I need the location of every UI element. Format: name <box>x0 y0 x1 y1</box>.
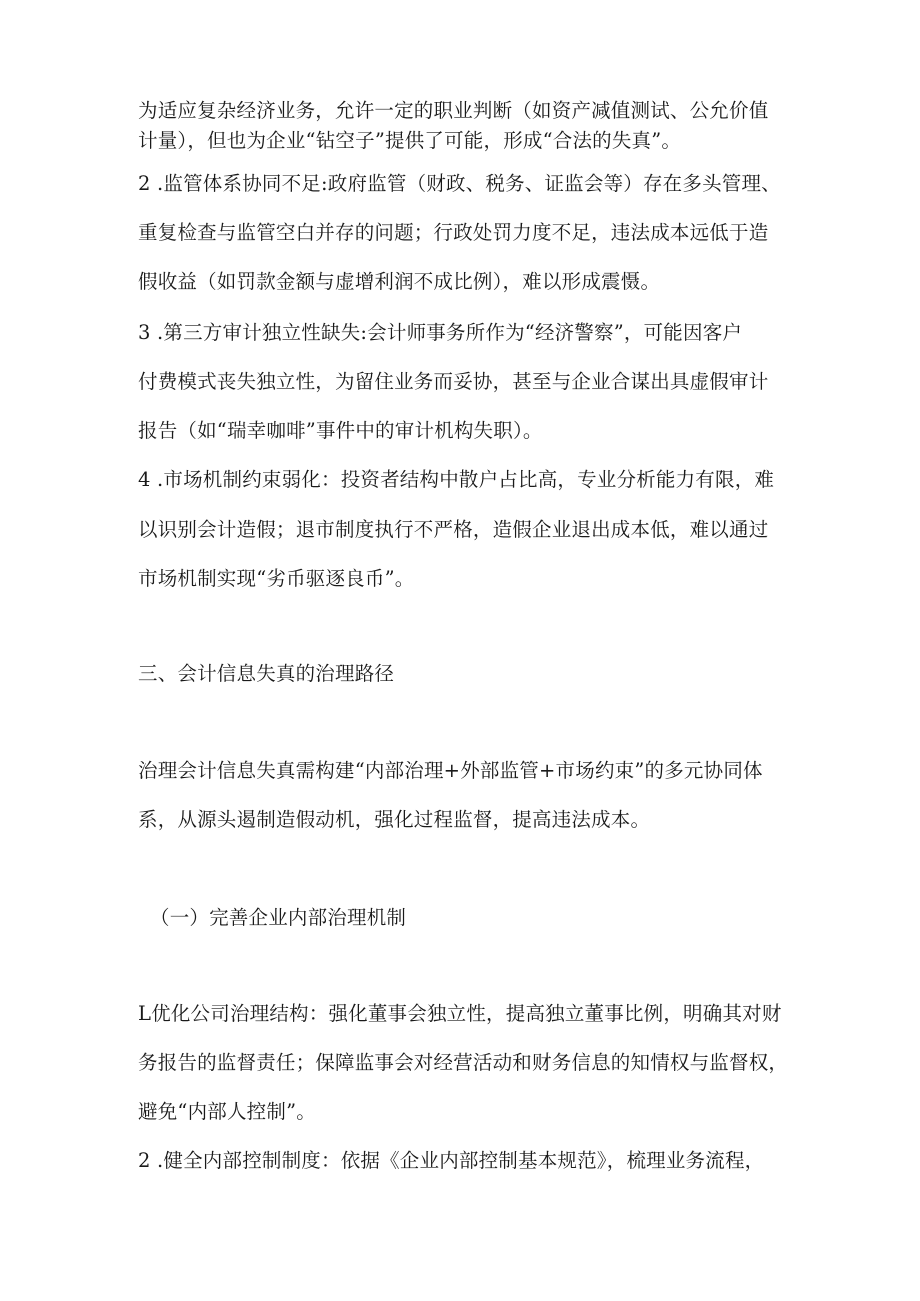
text-line: 为适应复杂经济业务，允许一定的职业判断（如资产减值测试、公允价值 <box>138 99 769 122</box>
text-line: 假收益（如罚款金额与虚增利润不成比例），难以形成震慑。 <box>138 270 661 293</box>
text-line: 2 .监管体系协同不足:政府监管（财政、税务、证监会等）存在多头管理、 <box>138 172 781 195</box>
section-heading: 三、会计信息失真的治理路径 <box>138 662 395 685</box>
subsection-heading: （一）完善企业内部治理机制 <box>150 906 407 929</box>
text-line: 务报告的监督责任；保障监事会对经营活动和财务信息的知情权与监督权， <box>138 1051 789 1074</box>
text-line: 市场机制实现“劣币驱逐良币”。 <box>138 567 415 590</box>
text-line: 重复检查与监管空白并存的问题；行政处罚力度不足，违法成本远低于造 <box>138 221 769 244</box>
text-line: 治理会计信息失真需构建“内部治理+外部监管+市场约束”的多元协同体 <box>138 759 763 782</box>
text-line: 2 .健全内部控制制度：依据《企业内部控制基本规范》，梳理业务流程， <box>138 1149 765 1172</box>
text-line: 以识别会计造假；退市制度执行不严格，造假企业退出成本低，难以通过 <box>138 518 769 541</box>
text-line: L优化公司治理结构：强化董事会独立性，提高独立董事比例，明确其对财 <box>138 1002 782 1025</box>
text-line: 4 .市场机制约束弱化：投资者结构中散户占比高，专业分析能力有限，难 <box>138 468 775 491</box>
text-line: 付费模式丧失独立性，为留住业务而妥协，甚至与企业合谋出具虚假审计 <box>138 370 769 393</box>
text-line: 计量），但也为企业“钻空子”提供了可能，形成“合法的失真”。 <box>138 129 682 152</box>
text-line: 避免“内部人控制”。 <box>138 1100 316 1123</box>
text-line: 系，从源头遏制造假动机，强化过程监督，提高违法成本。 <box>138 808 651 831</box>
text-line: 报告（如“瑞幸咖啡”事件中的审计机构失职）。 <box>138 419 543 442</box>
text-line: 3 .第三方审计独立性缺失:会计师事务所作为“经济警察”，可能因客户 <box>138 321 743 344</box>
